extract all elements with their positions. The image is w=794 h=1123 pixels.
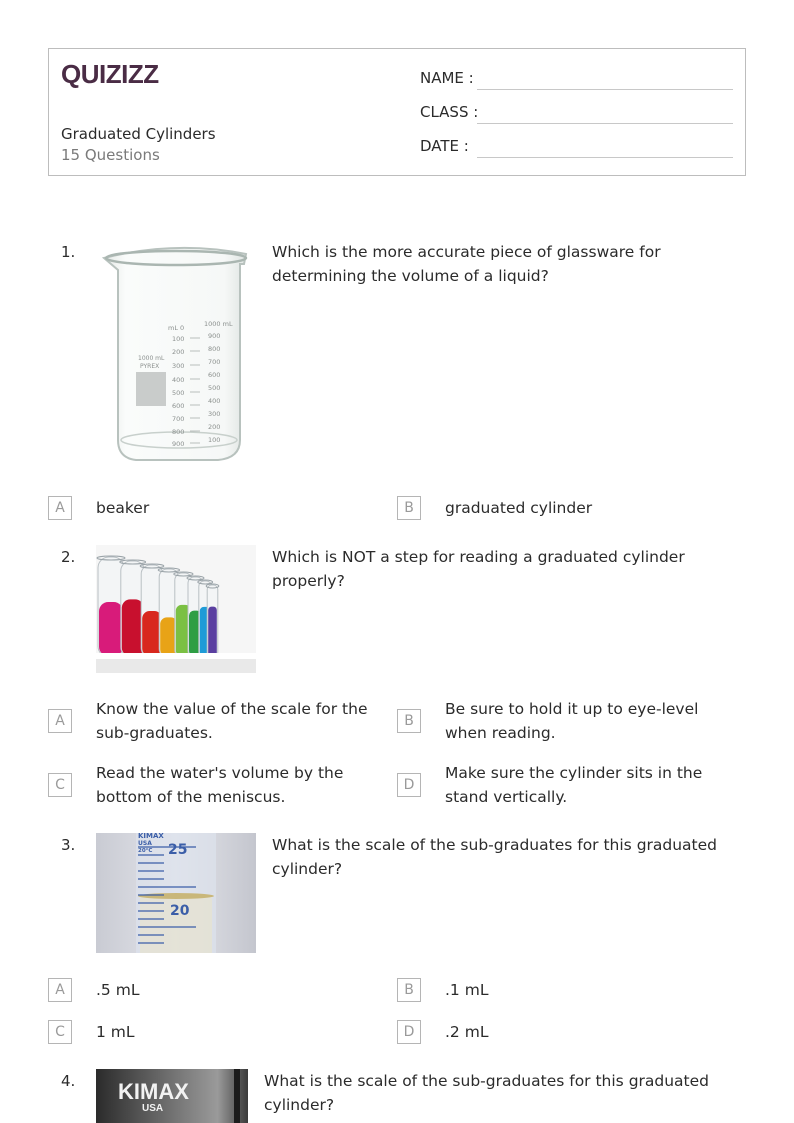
q1-option-a-text: beaker — [96, 499, 150, 517]
kimax-origin: USA — [142, 1103, 164, 1114]
test-tube-liquid-8 — [208, 607, 217, 656]
q3-option-b-text: .1 mL — [445, 981, 489, 999]
cylinder3-origin: USA — [138, 840, 152, 847]
quizizz-logo: QUIZIZZ — [61, 59, 159, 89]
beaker-right-label-2: 800 — [208, 345, 221, 353]
q2-option-c-text: Read the water's volume by the bottom of the meniscus. — [96, 764, 344, 806]
q2-option-a-box[interactable]: A — [48, 709, 72, 733]
beaker-left-label-3: 300 — [172, 362, 185, 370]
cylinder-closeup-illustration — [96, 833, 256, 953]
beaker-left-label-1: 100 — [172, 335, 185, 343]
q2-option-c-box[interactable]: C — [48, 773, 72, 797]
cylinder3-brand: KIMAX — [138, 833, 164, 840]
cylinder3-temperature: 20°C — [138, 848, 153, 854]
beaker-brand-name: PYREX — [140, 363, 160, 370]
beaker-right-label-0: 1000 mL — [204, 320, 233, 328]
beaker-illustration — [96, 240, 256, 466]
beaker-right-label-7: 300 — [208, 410, 221, 418]
q3-option-a-text: .5 mL — [96, 981, 140, 999]
q2-option-d-text: Make sure the cylinder sits in the stand vertically. — [445, 764, 703, 806]
q1-option-b-box[interactable]: B — [397, 496, 421, 520]
test-tube-liquid-1 — [99, 602, 123, 656]
cylinder3-label-25: 25 — [168, 842, 188, 858]
worksheet-title: Graduated Cylinders — [61, 125, 216, 143]
question-4-text: What is the scale of the sub-graduates for this graduated cylinder? — [264, 1072, 710, 1114]
q3-option-a-box[interactable]: A — [48, 978, 72, 1002]
graduated-cylinder-closeup-image — [96, 833, 256, 953]
beaker-right-label-3: 700 — [208, 358, 221, 366]
beaker-left-label-9: 900 — [172, 440, 185, 448]
question-2-text: Which is NOT a step for reading a graduated cylinder properly? — [272, 548, 685, 590]
q3-option-d-text: .2 mL — [445, 1023, 489, 1041]
beaker-left-label-0: mL 0 — [168, 324, 185, 332]
beaker-left-label-5: 500 — [172, 389, 185, 397]
worksheet-header — [48, 48, 746, 176]
beaker-left-label-2: 200 — [172, 348, 185, 356]
beaker-left-label-6: 600 — [172, 402, 185, 410]
question-3-number: 3. — [61, 836, 76, 854]
q3-option-c-box[interactable]: C — [48, 1020, 72, 1044]
q1-option-a-box[interactable]: A — [48, 496, 72, 520]
question-4-number: 4. — [61, 1072, 76, 1090]
beaker-right-label-9: 100 — [208, 436, 221, 444]
q2-option-d-box[interactable]: D — [397, 773, 421, 797]
q3-option-c-text: 1 mL — [96, 1023, 135, 1041]
q2-option-b-box[interactable]: B — [397, 709, 421, 733]
test-tubes-illustration — [96, 545, 256, 673]
beaker-brand-volume: 1000 mL — [138, 355, 165, 362]
test-tube-liquid-2 — [122, 599, 144, 656]
beaker-right-label-8: 200 — [208, 423, 221, 431]
q1-option-b-text: graduated cylinder — [445, 499, 593, 517]
test-tubes-image — [96, 545, 256, 673]
beaker-left-label-4: 400 — [172, 376, 185, 384]
kimax-brand: KIMAX — [118, 1079, 189, 1104]
kimax-cylinder-image — [96, 1069, 248, 1123]
kimax-cylinder-illustration — [96, 1069, 248, 1123]
question-count: 15 Questions — [61, 146, 160, 164]
beaker-right-label-4: 600 — [208, 371, 221, 379]
q3-option-d-box[interactable]: D — [397, 1020, 421, 1044]
q2-option-b-text: Be sure to hold it up to eye-level when reading. — [445, 700, 699, 742]
question-3-text: What is the scale of the sub-graduates for this graduated cylinder? — [272, 836, 718, 878]
name-label: NAME : — [420, 69, 474, 87]
date-label: DATE : — [420, 137, 469, 155]
beaker-right-label-6: 400 — [208, 397, 221, 405]
beaker-right-label-1: 900 — [208, 332, 221, 340]
question-1-number: 1. — [61, 243, 76, 261]
beaker-image — [96, 240, 256, 466]
date-field[interactable] — [477, 157, 733, 158]
beaker-left-label-7: 700 — [172, 415, 185, 423]
question-2-number: 2. — [61, 548, 76, 566]
q3-option-b-box[interactable]: B — [397, 978, 421, 1002]
name-field[interactable] — [477, 89, 733, 90]
beaker-left-label-8: 800 — [172, 428, 185, 436]
class-field[interactable] — [477, 123, 733, 124]
beaker-right-label-5: 500 — [208, 384, 221, 392]
q2-option-a-text: Know the value of the scale for the sub-graduates. — [96, 700, 368, 742]
class-label: CLASS : — [420, 103, 479, 121]
cylinder3-label-20: 20 — [170, 903, 190, 919]
question-1-text: Which is the more accurate piece of glassware for determining the volume of a liquid? — [272, 243, 661, 285]
